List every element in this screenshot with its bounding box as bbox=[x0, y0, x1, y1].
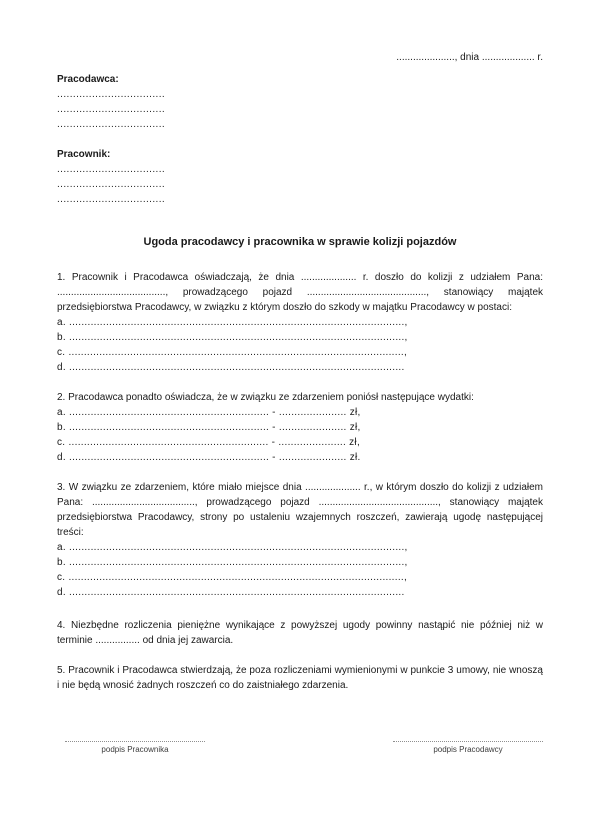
date-placeholder-line: ....................., dnia ................... r. bbox=[396, 52, 543, 63]
paragraph-1: 1. Pracownik i Pracodawca oświadczają, że dnia .................... r. doszło do kolizji z udziałem Pana: ......................................., prowadzącego pojazd ..........................................., stanowiący majątek przedsiębiorstwa Pracodawcy, w związku z którym doszło do szkody w majątku Pracodawcy w postaci: bbox=[57, 272, 543, 313]
document-title: Ugoda pracodawcy i pracownika w sprawie kolizji pojazdów bbox=[143, 236, 457, 248]
paragraph-2-item: b. ................................................................. - ...................... zł, bbox=[57, 422, 361, 433]
paragraph-3: 3. W związku ze zdarzeniem, które miało miejsce dnia .................... r., w którym doszło do kolizji z udziałem Pana: ....................................., prowadzącego pojazd ..........................................., stanowiący majątek przedsiębiorstwa Pracodawcy, strony po ustaleniu wzajemnych roszczeń, zawierają ugodę następującej treści: bbox=[57, 482, 543, 538]
signature-section bbox=[57, 741, 543, 755]
employee-blank-line: .................................. bbox=[57, 164, 166, 175]
paragraph-2-item: c. ................................................................. - ...................... zł, bbox=[57, 437, 361, 448]
paragraph-2-item: d. ................................................................. - ...................... zł. bbox=[57, 452, 361, 463]
paragraph-3-item: d. ............................................................................................................. bbox=[57, 587, 405, 598]
employee-signature-block bbox=[65, 741, 205, 755]
paragraph-3-item: a. ............................................................................................................., bbox=[57, 542, 408, 553]
paragraph-4: 4. Niezbędne rozliczenia pieniężne wynikające z powyższej ugody powinny nastąpić nie później niż w terminie ................ od dnia jej zawarcia. bbox=[57, 620, 543, 646]
employee-blank-line: .................................. bbox=[57, 179, 166, 190]
employee-blank-line: .................................. bbox=[57, 194, 166, 205]
employer-heading: Pracodawca: bbox=[57, 74, 119, 85]
paragraph-2-item: a. ................................................................. - ...................... zł, bbox=[57, 407, 361, 418]
employee-heading: Pracownik: bbox=[57, 149, 111, 160]
paragraph-1-item: c. ............................................................................................................., bbox=[57, 347, 408, 358]
employee-signature-label: podpis Pracownika bbox=[101, 745, 169, 754]
paragraph-1-item: b. ............................................................................................................., bbox=[57, 332, 408, 343]
paragraph-2: 2. Pracodawca ponadto oświadcza, że w związku ze zdarzeniem poniósł następujące wydatki: bbox=[57, 392, 474, 403]
employer-signature-label: podpis Pracodawcy bbox=[433, 745, 503, 754]
paragraph-1-item: a. ............................................................................................................., bbox=[57, 317, 408, 328]
employer-signature-line bbox=[393, 741, 543, 742]
paragraph-3-item: c. ............................................................................................................., bbox=[57, 572, 408, 583]
paragraph-1-item: d. ............................................................................................................. bbox=[57, 362, 405, 373]
paragraph-5: 5. Pracownik i Pracodawca stwierdzają, że poza rozliczeniami wymienionymi w punkcie 3 umowy, nie wnoszą i nie będą wnosić żadnych roszczeń co do zaistniałego zdarzenia. bbox=[57, 665, 543, 691]
employer-blank-line: .................................. bbox=[57, 119, 166, 130]
employee-signature-line bbox=[65, 741, 205, 742]
employer-blank-line: .................................. bbox=[57, 104, 166, 115]
paragraph-3-item: b. ............................................................................................................., bbox=[57, 557, 408, 568]
employer-signature-block bbox=[393, 741, 543, 755]
employer-blank-line: .................................. bbox=[57, 89, 166, 100]
